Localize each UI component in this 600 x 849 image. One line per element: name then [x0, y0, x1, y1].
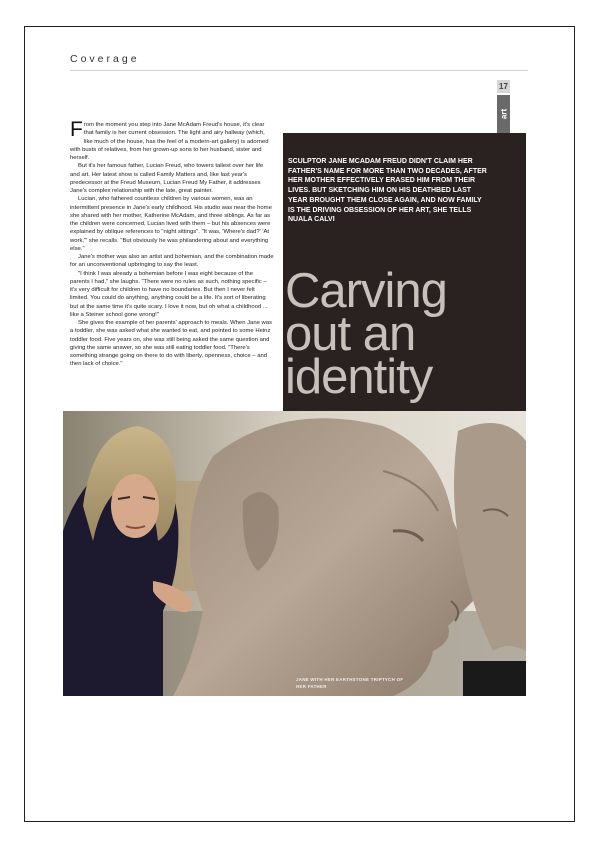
article-paragraph: She gives the example of her parents' approach to meals. When Jane was a toddler, she was asked what she wanted to eat, and pointed to some Heinz toddler food. Five years on, she was still being asked the same question and giving the same answer, so she was still eating toddler food. "There's something strange going on there to do with liberty, openness, choice – and then lack of choice."	[70, 320, 272, 368]
headline-line: Carving	[285, 264, 447, 318]
standfirst: SCULPTOR JANE MCADAM FREUD DIDN'T CLAIM HER FATHER'S NAME FOR MORE THAN TWO DECADES, AFTER HER MOTHER EFFECTIVELY ERASED HIM FROM THEIR LIVES. BUT SKETCHING HIM ON HIS DEATHBED LAST YEAR BROUGHT THEM CLOSE AGAIN, AND NOW FAMILY IS THE DRIVING OBSESSION OF HER ART, SHE TELLS NUALA CALVI	[288, 158, 487, 224]
section-label: Coverage	[70, 53, 140, 65]
headline-line: out an	[285, 307, 416, 361]
article-paragraph: From the moment you step into Jane McAdam Freud's house, it's clear that family is her current obsession. The light and airy hallway (which, like much of the house, has the feel of a modern-art gallery) is adorned with busts of relatives, from her grown-up sons to her husband, sister and herself.	[70, 118, 269, 161]
sculptor-photo-illustration	[63, 411, 526, 696]
section-tab	[497, 95, 510, 133]
page-number: 17	[497, 80, 510, 93]
article-body	[70, 118, 274, 369]
article-paragraph: Jane's mother was also an artist and bohemian, and the combination made for an unconventional upbringing to say the least.	[70, 254, 274, 269]
headline	[285, 264, 525, 404]
article-paragraph: "I think I was already a bohemian before I was eight because of the parents I had," she laughs. "There were no rules as such, nothing specific – it's very difficult for children to have no boundaries. But then I never felt limited. You could do anything, anything could be a life. It's sort of liberating but at the same time it's quite scary. I love it now, but oh what a childhood ... like a Steiner school gone wrong!"	[70, 270, 268, 318]
article-paragraph: But it's her famous father, Lucian Freud, who towers tallest over her life and art. Her latest show is called Family Matters and, like last year's predecessor at the Freud Museum, Lucian Freud My Father, it addresses Jane's complex relationship with the late, great painter.	[70, 163, 264, 194]
drop-cap: F	[70, 118, 83, 141]
sculptor-photo	[63, 411, 526, 696]
article-paragraph: Lucian, who fathered countless children by various women, was an intermittent presence in Jane's early childhood. His studio was near the home she shared with her mother, Katherine McAdam, and three siblings. As far as the children were concerned, Lucian lived with them – but his absences were explained by oblique references to "night sittings". "It was, 'Where's dad?' 'At work,'" she recalls. "But obviously he was philandering about and everything else."	[70, 196, 272, 252]
photo-caption: JANE WITH HER EARTHSTONE TRIPTYCH OF HER FATHER	[296, 677, 404, 689]
section-tab-label: art	[499, 108, 508, 120]
headline-line: identity	[285, 350, 433, 404]
header-rule	[70, 70, 528, 71]
